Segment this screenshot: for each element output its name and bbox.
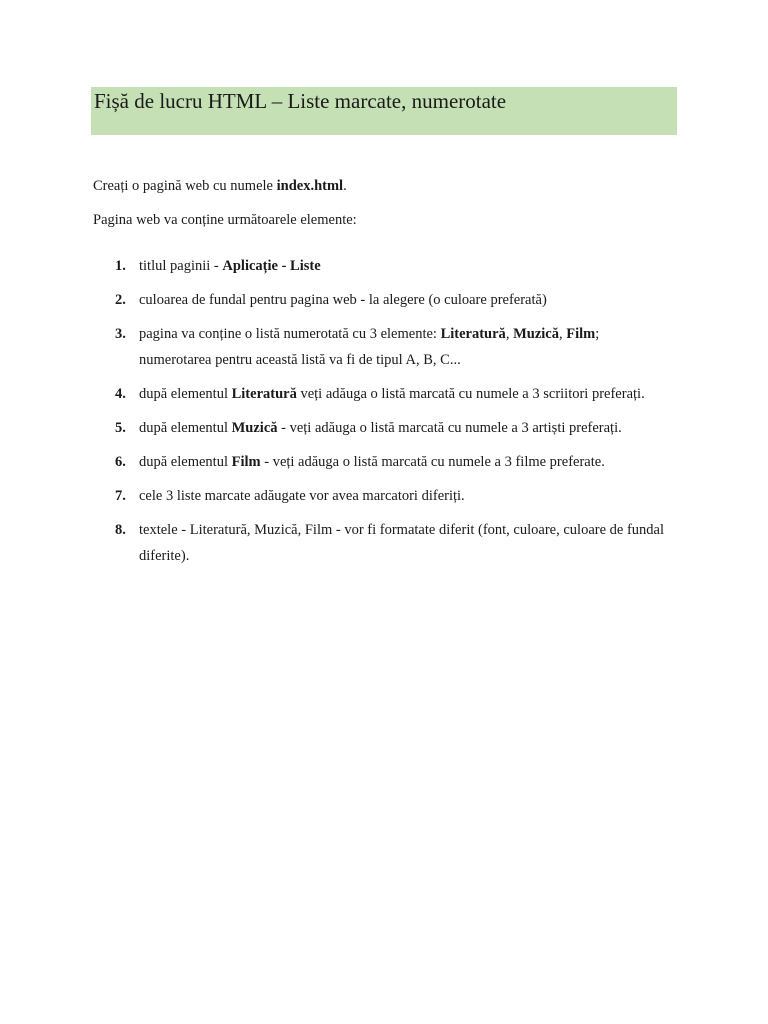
list-item-bold-text: Muzică	[513, 326, 559, 342]
list-item-number: 2.	[115, 292, 126, 308]
list-item-bold-text: Aplicație - Liste	[222, 258, 321, 274]
list-item-text: culoarea de fundal pentru pagina web - la alegere (o culoare preferată)	[139, 292, 547, 308]
list-item-text: veți adăuga o listă marcată cu numele a 3 scriitori preferați.	[296, 386, 645, 402]
list-item-text: ; numerotarea pentru această listă va fi de tipul A, B, C...	[139, 326, 600, 368]
title-banner	[91, 87, 677, 135]
list-item-number: 1.	[115, 258, 126, 274]
list-item-number: 6.	[115, 454, 126, 470]
list-item	[93, 321, 673, 373]
intro-text: Creați o pagină web cu numele	[93, 178, 277, 194]
list-item-text: - veți adăuga o listă marcată cu numele a 3 filme preferate.	[260, 454, 605, 470]
list-item-bold-text: Literatură	[440, 326, 506, 342]
list-item	[93, 381, 673, 407]
list-item-bold-text: Muzică	[231, 420, 278, 436]
list-item-number: 7.	[115, 488, 126, 504]
list-item-text: cele 3 liste marcate adăugate vor avea marcatori diferiți.	[139, 488, 465, 504]
list-item	[93, 287, 673, 313]
list-item-number: 5.	[115, 420, 126, 436]
list-item-bold-text: Film	[566, 326, 596, 342]
list-item-bold-text: Film	[231, 454, 261, 470]
list-item-text: titlul paginii -	[139, 258, 223, 274]
list-item-text: textele - Literatură, Muzică, Film - vor fi formatate diferit (font, culoare, culoare de fundal diferite).	[139, 522, 664, 564]
intro-paragraph-1	[93, 176, 347, 196]
list-item-text: după elementul	[139, 454, 232, 470]
intro-period: .	[343, 178, 347, 194]
page-title: Fișă de lucru HTML – Liste marcate, numerotate	[94, 89, 507, 113]
list-item-text: pagina va conține o listă numerotată cu 3 elemente:	[139, 326, 441, 342]
list-item-text: după elementul	[139, 386, 232, 402]
list-item-number: 3.	[115, 326, 126, 342]
requirements-list	[93, 253, 673, 577]
list-item	[93, 253, 673, 279]
list-item-text: ,	[558, 326, 567, 342]
list-item-text: după elementul	[139, 420, 232, 436]
list-item-text: - veți adăuga o listă marcată cu numele a 3 artiști preferați.	[277, 420, 622, 436]
list-item	[93, 415, 673, 441]
list-item	[93, 517, 673, 569]
list-item	[93, 449, 673, 475]
list-item-bold-text: Literatură	[231, 386, 297, 402]
intro-paragraph-2: Pagina web va conține următoarele elemente:	[93, 212, 357, 228]
filename-bold: index.html	[276, 178, 344, 194]
list-item	[93, 483, 673, 509]
list-item-number: 8.	[115, 522, 126, 538]
list-item-text: ,	[505, 326, 514, 342]
list-item-number: 4.	[115, 386, 126, 402]
